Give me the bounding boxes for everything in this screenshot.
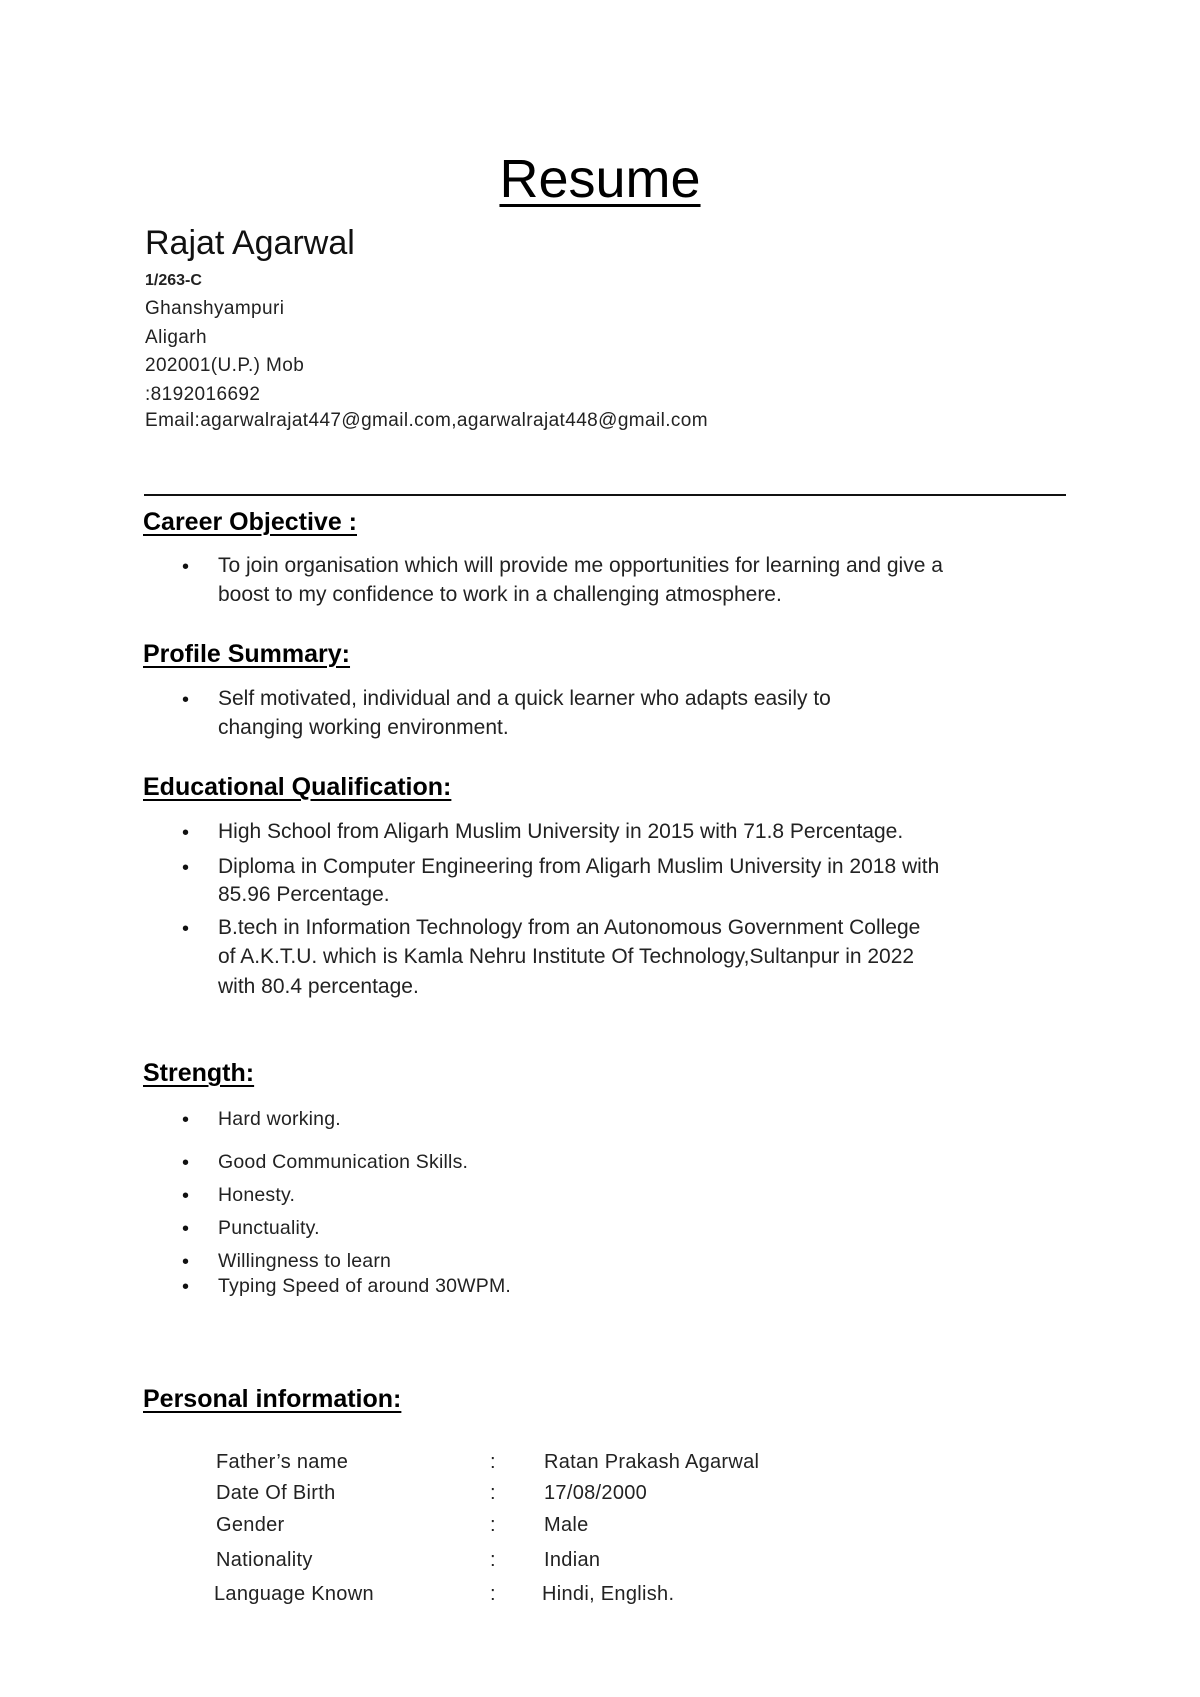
info-separator: : (490, 1583, 496, 1605)
info-label: Father’s name (216, 1451, 349, 1473)
education-item-line: B.tech in Information Technology from an Autonomous Government College (218, 916, 921, 939)
bullet-icon: • (182, 822, 190, 844)
info-label: Nationality (216, 1549, 313, 1571)
info-value: Hindi, English. (542, 1583, 675, 1605)
summary-text-line: Self motivated, individual and a quick learner who adapts easily to (218, 687, 831, 710)
career-objective-heading: Career Objective : (143, 508, 357, 536)
strength-item: Hard working. (218, 1108, 341, 1130)
info-separator: : (490, 1482, 496, 1504)
info-label: Gender (216, 1514, 285, 1536)
bullet-icon: • (182, 1251, 190, 1273)
personal-info-heading: Personal information: (143, 1385, 402, 1413)
profile-summary-heading: Profile Summary: (143, 640, 351, 668)
education-heading: Educational Qualification: (143, 773, 452, 801)
education-item-line: of A.K.T.U. which is Kamla Nehru Institute Of Technology,Sultanpur in 2022 (218, 945, 915, 968)
applicant-name: Rajat Agarwal (145, 224, 355, 262)
objective-text-line: boost to my confidence to work in a challenging atmosphere. (218, 583, 782, 606)
summary-text-line: changing working environment. (218, 716, 509, 739)
address-line: 202001(U.P.) Mob (145, 355, 305, 376)
bullet-icon: • (182, 1218, 190, 1240)
education-item-line: High School from Aligarh Muslim University in 2015 with 71.8 Percentage. (218, 820, 904, 843)
header-divider (144, 494, 1066, 496)
info-value: Ratan Prakash Agarwal (544, 1451, 760, 1473)
bullet-icon: • (182, 556, 190, 578)
address-line: Ghanshyampuri (145, 298, 285, 319)
phone-line: :8192016692 (145, 384, 261, 405)
bullet-icon: • (182, 1109, 190, 1131)
bullet-icon: • (182, 1185, 190, 1207)
document-title: Resume (499, 149, 701, 209)
bullet-icon: • (182, 1276, 190, 1298)
address-line: Aligarh (145, 327, 207, 348)
strength-item: Punctuality. (218, 1217, 320, 1239)
education-item-line: Diploma in Computer Engineering from Aligarh Muslim University in 2018 with (218, 855, 940, 878)
bullet-icon: • (182, 857, 190, 879)
strength-item: Willingness to learn (218, 1250, 392, 1272)
objective-text-line: To join organisation which will provide me opportunities for learning and give a (218, 554, 943, 577)
info-separator: : (490, 1549, 496, 1571)
bullet-icon: • (182, 918, 190, 940)
strength-heading: Strength: (143, 1059, 255, 1087)
strength-item: Honesty. (218, 1184, 296, 1206)
bullet-icon: • (182, 689, 190, 711)
info-label: Date Of Birth (216, 1482, 336, 1504)
info-value: Male (544, 1514, 589, 1536)
info-separator: : (490, 1514, 496, 1536)
address-line: 1/263-C (145, 272, 202, 289)
education-item-line: with 80.4 percentage. (218, 975, 419, 998)
info-value: Indian (544, 1549, 601, 1571)
email-line: Email:agarwalrajat447@gmail.com,agarwalrajat448@gmail.com (145, 410, 708, 431)
info-value: 17/08/2000 (544, 1482, 648, 1504)
strength-item: Good Communication Skills. (218, 1151, 469, 1173)
info-separator: : (490, 1451, 496, 1473)
strength-item: Typing Speed of around 30WPM. (218, 1275, 512, 1297)
info-label: Language Known (214, 1583, 374, 1605)
education-item-line: 85.96 Percentage. (218, 883, 390, 906)
bullet-icon: • (182, 1152, 190, 1174)
